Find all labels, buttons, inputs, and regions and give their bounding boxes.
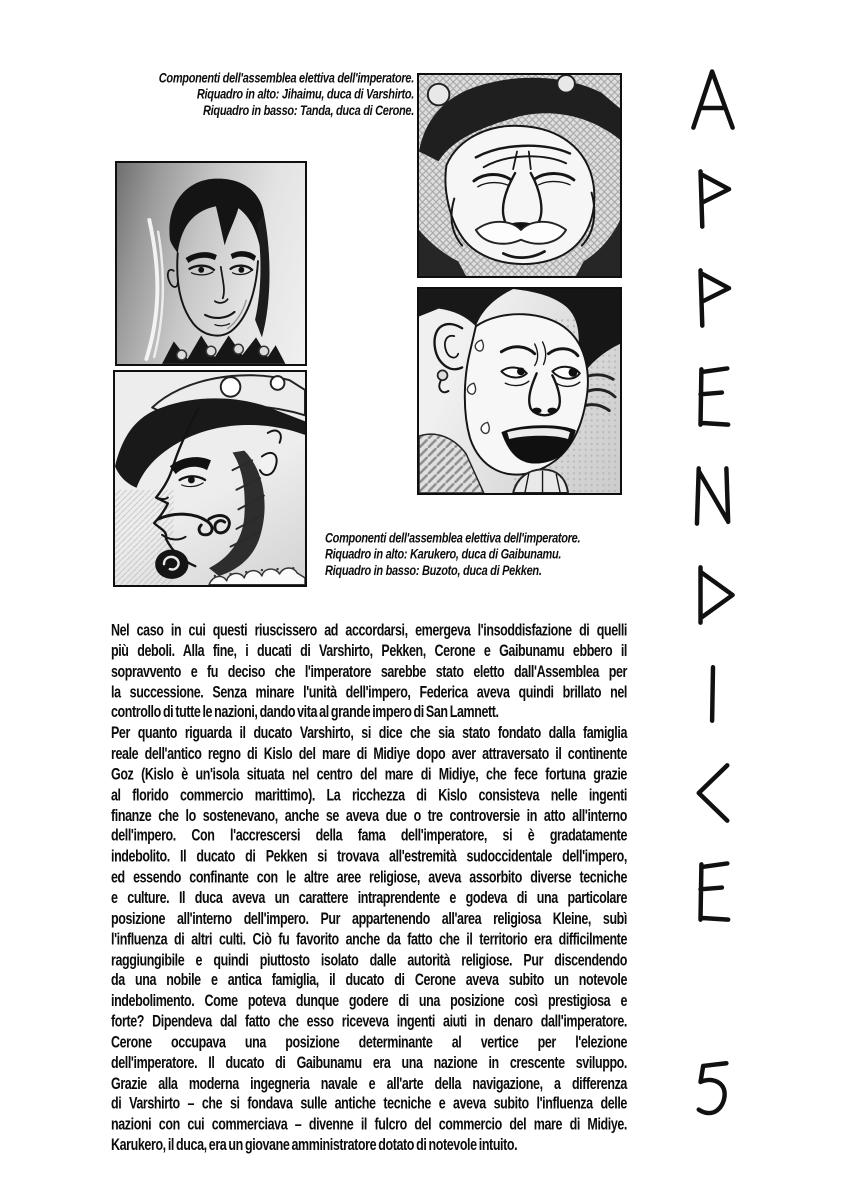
body-line: Nel caso in cui questi riuscissero ad accordarsi, emergeva l'insoddisfazione di quelli	[111, 621, 627, 640]
body-line: la successione. Senza minare l'unità dell'impero, Federica aveva quindi brillato nel	[111, 682, 627, 701]
mouth	[205, 312, 234, 318]
body-line: dell'impero. Con l'accrescersi della fama dell'imperatore, si è gradatamente	[111, 826, 627, 846]
caption-top	[159, 71, 414, 121]
body-text	[111, 621, 627, 1157]
body-line: di Varshirto – che si fondava sulle antiche tecniche e aveva subito l'influenza delle	[111, 1094, 627, 1113]
cap-stud	[557, 75, 575, 93]
title-letter-A	[684, 67, 742, 133]
body-line: indebolimento. Come poteva dunque godere di una posizione così prestigiosa e	[111, 991, 627, 1010]
caption-line: Riquadro in alto: Jihaimu, duca di Varshirto.	[196, 87, 414, 103]
jihaimu-illustration	[117, 163, 305, 364]
title-letter-I	[684, 661, 742, 727]
body-line: l'influenza di altri culti. Ciò fu favorito anche da fatto che il territorio era difficilmente	[111, 929, 627, 949]
body-line: raggiungibile e quindi piuttosto isolato dalle autorità religiose. Pur discendendo	[111, 950, 627, 969]
body-line: Goz (Kislo è un'isola situata nel centro del mare di Midiye, che fece fortuna grazie	[111, 765, 627, 784]
karukero-illustration	[419, 75, 620, 276]
body-line: Karukero, il duca, era un giovane amministratore dotato di notevole intuito.	[111, 1135, 518, 1155]
eyebrow-left	[186, 252, 217, 263]
caption-line: Riquadro in alto: Karukero, duca di Gaibunamu.	[325, 547, 562, 563]
hair-back	[209, 451, 265, 576]
caption-line: Componenti dell'assemblea elettiva dell'imperatore.	[325, 531, 581, 546]
cap-stud	[428, 84, 450, 106]
body-line: posizione all'interno dell'impero. Pur appartenendo all'area religiosa Kleine, subì	[111, 909, 627, 928]
title-letter-E	[684, 364, 742, 430]
body-line: nazioni con cui commerciava – divenne il fulcro del commercio del mare di Midiye.	[111, 1115, 627, 1134]
light-streak	[146, 220, 157, 359]
title-letter-E	[684, 859, 742, 925]
portrait-panel-buzoto	[417, 287, 622, 495]
caption-line: Componenti dell'assemblea elettiva dell'imperatore.	[158, 71, 414, 86]
body-line: ed essendo confinante con le altre aree religiose, aveva assorbito diverse tecniche	[111, 868, 627, 887]
portrait-panel-tanda	[113, 370, 307, 587]
eye-left	[198, 267, 204, 273]
body-line: più deboli. Alla fine, i ducati di Varshirto, Pekken, Cerone e Gaibunamu ebbero il	[111, 641, 627, 660]
earring	[438, 370, 448, 380]
body-line: indebolito. Il ducato di Pekken si trovava all'estremità sudoccidentale dell'impero,	[111, 847, 627, 866]
eye-right	[238, 267, 244, 273]
hat-stud	[271, 376, 285, 390]
title-letter-5	[684, 1057, 742, 1123]
title-letter-N	[684, 463, 742, 529]
nose	[215, 267, 228, 303]
caption-line: Riquadro in basso: Buzoto, duca di Pekken.	[325, 564, 542, 580]
body-line: Per quanto riguarda il ducato Varshirto, si dice che sia stato fondato dalla famiglia	[111, 723, 627, 743]
portrait-panel-jihaimu	[115, 161, 307, 366]
body-line: forte? Dipendeva dal fatto che esso riceveva ingenti aiuti in denaro dall'imperatore.	[111, 1012, 627, 1031]
hair-curl	[155, 550, 188, 579]
vertical-title	[683, 67, 743, 1156]
title-letter-C	[684, 760, 742, 826]
body-line: da una nobile e antica famiglia, il ducato di Cerone aveva subito un notevole	[111, 971, 627, 990]
ear	[168, 270, 178, 287]
title-letter-D	[684, 562, 742, 628]
ear	[260, 453, 277, 475]
body-line: sopravvento e fu deciso che l'imperatore sarebbe stato eletto dall'Assemblea per	[111, 662, 627, 681]
title-letter-P	[684, 265, 742, 331]
body-line: dell'imperatore. Il ducato di Gaibunamu era una nazione in crescente sviluppo.	[111, 1053, 627, 1072]
body-line: Grazie alla moderna ingegneria navale e all'arte della navigazione, a differenza	[111, 1074, 627, 1093]
body-line: reale dell'antico regno di Kislo del mare di Midiye dopo aver attraversato il continente	[111, 744, 627, 763]
tanda-illustration	[115, 372, 305, 585]
body-line: Cerone occupava una posizione determinante al vertice per l'elezione	[111, 1032, 627, 1052]
caption-bottom	[325, 531, 580, 581]
buzoto-illustration	[419, 289, 620, 493]
ear	[435, 324, 463, 369]
hat-stud	[221, 377, 241, 397]
hat-brim	[115, 398, 305, 487]
portrait-panel-karukero	[417, 73, 622, 278]
title-gap	[684, 958, 742, 1024]
body-line: controllo di tutte le nazioni, dando vita al grande impero di San Lamnett.	[111, 703, 499, 722]
eyebrow-right	[231, 251, 256, 261]
eye	[188, 477, 195, 484]
hair	[169, 179, 265, 281]
body-line: finanze che lo sostenevano, anche se aveva due o tre controversie in atto all'interno	[111, 806, 627, 825]
body-line: e culture. Il duca aveva un carattere intraprendente e godeva di una particolare	[111, 888, 627, 907]
title-letter-P	[684, 166, 742, 232]
body-line: al florido commercio marittimo). La ricchezza di Kislo consisteva nelle ingenti	[111, 785, 627, 804]
caption-line: Riquadro in basso: Tanda, duca di Cerone.	[203, 104, 414, 120]
